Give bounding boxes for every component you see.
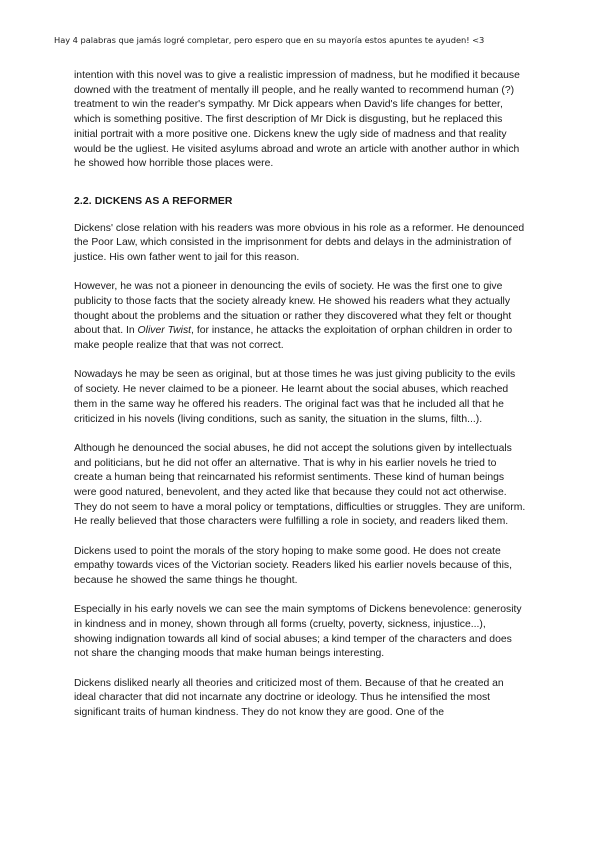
paragraph-not-pioneer — [74, 280, 526, 354]
paragraph-originality: Nowadays he may be seen as original, but at those times he was just giving publicity to the evils of society. He never claimed to be a pioneer. He learnt about the social abuses, which reached them in the same way he offered his readers. The original fact was that he included all that he criticized in his novels (living conditions, such as sanity, the situation in the slums, filth...). — [74, 369, 516, 425]
section-heading: 2.2. DICKENS AS A REFORMER — [74, 195, 233, 207]
paragraph-reformer-relation: Dickens' close relation with his readers was more obvious in his role as a reformer. He denounced the Poor Law, which consisted in the imprisonment for debts and delays in the administration of justice. His own father went to jail for this reason. — [74, 222, 525, 264]
paragraph-not-pioneer-start: However, he was not a pioneer in denouncing the evils of society. He was the first one to give publicity to those facts that the society already knew. He showed his readers what they actually thought about the problems and the situation or rather they discovered what they felt or thought about that. In — [74, 281, 512, 337]
paragraph-benevolence: Especially in his early novels we can see the main symptoms of Dickens benevolence: generosity in kindness and in money, shown through all forms (cruelty, poverty, sickness, injustice...), showing indignation towards all kind of social abuses; a kind temper of the characters and does not share the changing moods that make human beings interesting. — [74, 604, 522, 660]
paragraph-social-abuses: Although he denounced the social abuses, he did not accept the solutions given by intellectuals and politicians, but he did not offer an alternative. That is why in his earlier novels he tried to create a human being that reincarnated his reformist sentiments. These kind of human beings were good natured, benevolent, and they acted like that because they could not act otherwise. They do not seem to have a moral policy or temptations, difficulties or struggles. They are uniform. He really believed that those characters were fulfilling a role in society, and readers liked them. — [74, 442, 526, 528]
paragraph-theories: Dickens disliked nearly all theories and criticized most of them. Because of that he created an ideal character that did not incarnate any doctrine or ideology. Thus he intensified the most significant traits of human kindness. They do not know they are good. One of the — [74, 677, 504, 719]
book-title-oliver-twist: Oliver Twist — [137, 325, 192, 337]
paragraph-morals: Dickens used to point the morals of the story hoping to make some good. He does not create empathy towards vices of the Victorian society. Readers liked his earlier novels because of this, because he showed the same things he thought. — [74, 545, 512, 587]
paragraph-not-pioneer-end: , for instance, he attacks the exploitation of orphan children in order to make people realize that that was not correct. — [74, 325, 513, 352]
document-body — [74, 69, 526, 735]
page-header-note: Hay 4 palabras que jamás logré completar, pero espero que en su mayoría estos apuntes te ayuden! <3 — [54, 35, 485, 45]
paragraph-madness: intention with this novel was to give a realistic impression of madness, but he modified it because downed with the treatment of mentally ill people, and he really wanted to recommend human (?) treatment to win the reader's sympathy. Mr Dick appears when David's life changes for better, which is something positive. The first description of Mr Dick is disgusting, but he replaced this initial portrait with a more positive one. Dickens knew the ugly side of madness and that reality would be the ugliest. He visited asylums abroad and wrote an article with another author in which he showed how horrible those places were. — [74, 70, 520, 170]
